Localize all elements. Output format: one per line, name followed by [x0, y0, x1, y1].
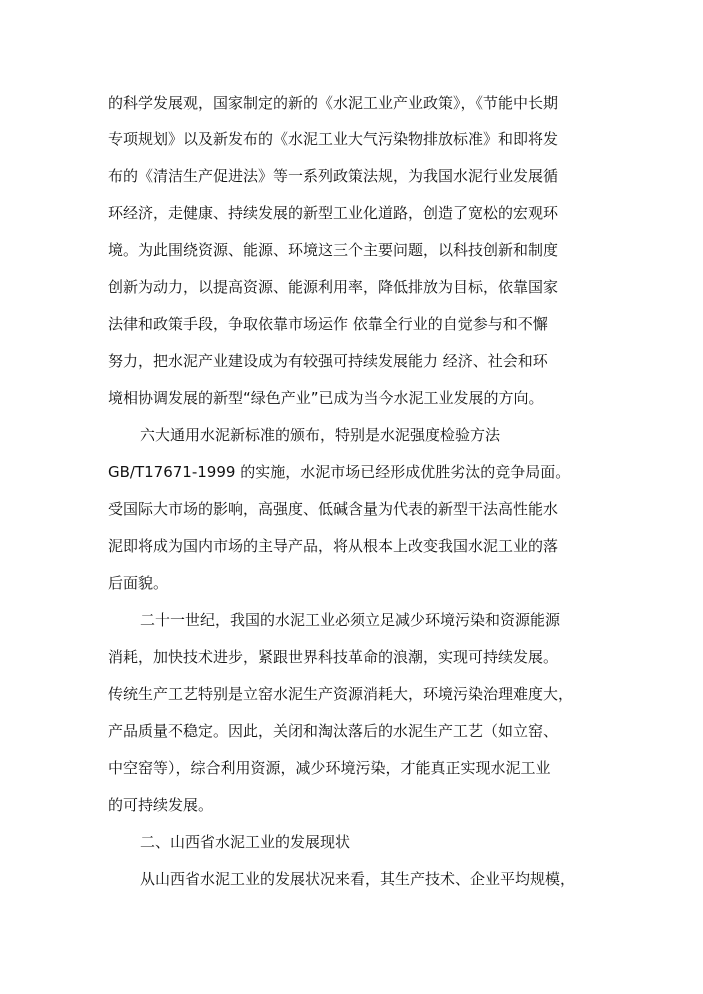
text-line: 传统生产工艺特别是立窑水泥生产资源消耗大，环境污染治理难度大，: [108, 685, 574, 703]
text-line: 境相协调发展的新型“绿色产业”已成为当今水泥工业发展的方向。: [108, 389, 544, 407]
text-line: 创新为动力，以提高资源、能源利用率，降低排放为目标，依靠国家: [108, 278, 559, 296]
text-line: 消耗，加快技术进步，紧跟世界科技革命的浪潮，实现可持续发展。: [108, 648, 559, 666]
text-line: 布的《清洁生产促进法》等一系列政策法规，为我国水泥行业发展循: [108, 167, 559, 185]
text-line: 专项规划》以及新发布的《水泥工业大气污染物排放标准》和即将发: [108, 130, 559, 148]
text-line: 法律和政策手段，争取依靠市场运作 依靠全行业的自觉参与和不懈: [108, 315, 548, 333]
text-line: 环经济，走健康、持续发展的新型工业化道路，创造了宽松的宏观环: [108, 204, 559, 222]
text-line: GB/T17671-1999 的实施，水泥市场已经形成优胜劣汰的竞争局面。: [108, 463, 571, 481]
text-line: 的可持续发展。: [108, 796, 214, 814]
paragraph-first-line: 六大通用水泥新标准的颁布，特别是水泥强度检验方法: [140, 426, 501, 444]
text-line: 努力，把水泥产业建设成为有较强可持续发展能力 经济、社会和环: [108, 352, 548, 370]
section-heading: 二、山西省水泥工业的发展现状: [140, 833, 351, 851]
text-line: 受国际大市场的影响，高强度、低碱含量为代表的新型干法高性能水: [108, 500, 559, 518]
text-line: 中空窑等），综合利用资源，减少环境污染，才能真正实现水泥工业: [108, 759, 551, 777]
text-line: 后面貌。: [108, 574, 169, 592]
text-line: 境。为此围绕资源、能源、环境这三个主要问题，以科技创新和制度: [108, 241, 559, 259]
paragraph-first-line: 从山西省水泥工业的发展状况来看，其生产技术、企业平均规模，: [140, 870, 576, 888]
text-line: 的科学发展观，国家制定的新的《水泥工业产业政策》，《节能中长期: [108, 94, 559, 112]
paragraph-first-line: 二十一世纪，我国的水泥工业必须立足减少环境污染和资源能源: [140, 611, 561, 629]
text-line: 产品质量不稳定。因此，关闭和淘汰落后的水泥生产工艺（如立窑、: [108, 722, 559, 740]
text-line: 泥即将成为国内市场的主导产品，将从根本上改变我国水泥工业的落: [108, 537, 559, 555]
